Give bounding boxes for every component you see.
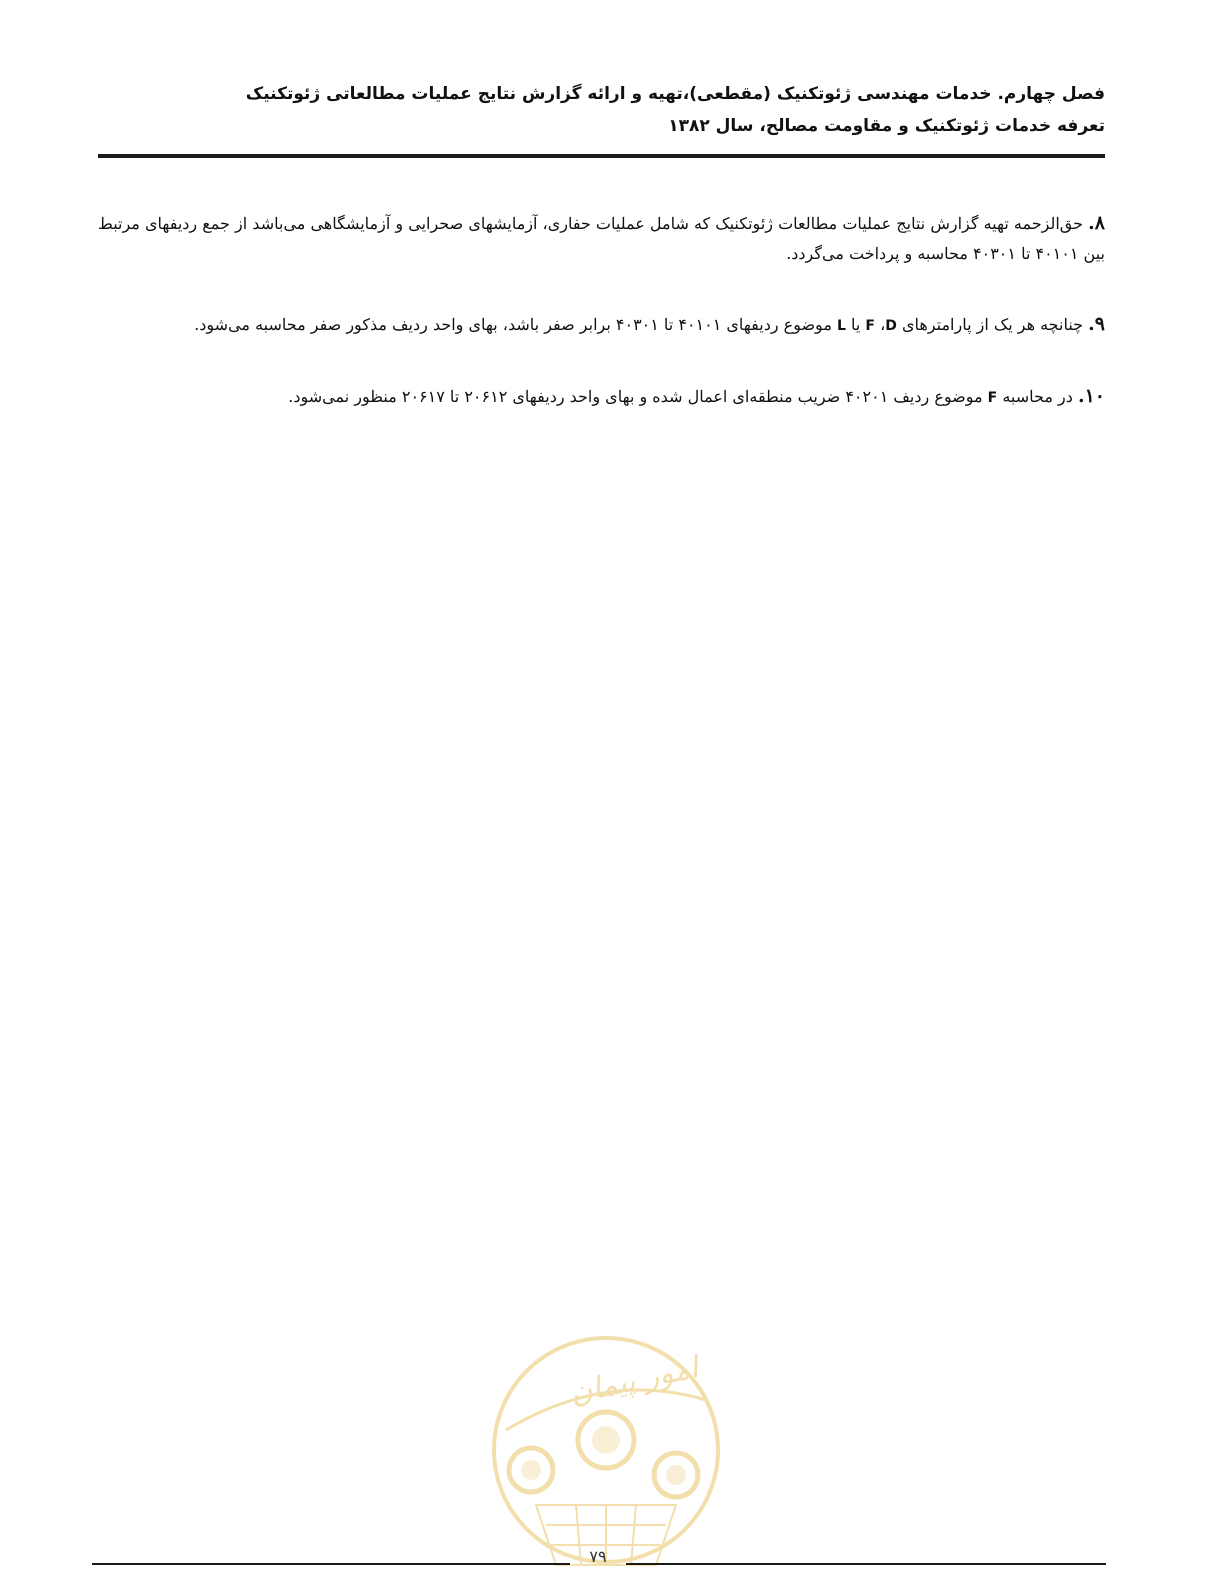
paragraph-text: در محاسبه — [1002, 387, 1073, 406]
separator-word: یا — [851, 315, 861, 334]
paragraph-number: ۱۰. — [1077, 385, 1105, 407]
page-header — [100, 78, 1105, 142]
parameter-d: D — [885, 318, 897, 334]
header-divider — [98, 154, 1105, 158]
document-subtitle: تعرفه خدمات ژئوتکنیک و مقاومت مصالح، سال ۱۳۸۲ — [668, 116, 1105, 136]
paragraph-9 — [98, 309, 1105, 341]
footer-divider-right — [626, 1563, 1106, 1565]
paragraph-text-continued: موضوع ردیفهای ۴۰۱۰۱ تا ۴۰۳۰۱ برابر صفر باشد، بهای واحد ردیف مذکور صفر محاسبه می‌شود. — [194, 315, 832, 334]
paragraph-text-continued: موضوع ردیف ۴۰۲۰۱ ضریب منطقه‌ای اعمال شده و بهای واحد ردیفهای ۲۰۶۱۲ تا ۲۰۶۱۷ منظور نمی‌شود. — [288, 387, 983, 406]
parameter-f: F — [987, 390, 998, 406]
separator: ، — [880, 315, 886, 334]
paragraph-text: چنانچه هر یک از پارامترهای — [901, 315, 1084, 334]
page-number: ۷۹ — [589, 1547, 607, 1566]
paragraph-text: حق‌الزحمه تهیه گزارش نتایج عملیات مطالعات ژئوتکنیک که شامل عملیات حفاری، آزمایشهای صحرایی و آزمایشگاهی می‌باشد از جمع ردیفهای مرتبط بین ۴۰۱۰۱ تا ۴۰۳۰۱ محاسبه و پرداخت می‌گردد. — [98, 214, 1105, 263]
paragraph-8 — [98, 208, 1105, 269]
parameter-l: L — [836, 318, 846, 334]
paragraph-number: ۸. — [1088, 212, 1106, 234]
document-body — [98, 208, 1105, 453]
footer-divider-left — [92, 1563, 570, 1565]
paragraph-number: ۹. — [1088, 313, 1105, 335]
chapter-title: فصل چهارم. خدمات مهندسی ژئوتکنیک (مقطعی)،تهیه و ارائه گزارش نتایج عملیات مطالعاتی ژئوتکنیک — [245, 84, 1105, 104]
watermark-text: امور پیمان — [566, 1350, 702, 1412]
paragraph-10 — [98, 381, 1105, 413]
parameter-f: F — [865, 318, 875, 334]
